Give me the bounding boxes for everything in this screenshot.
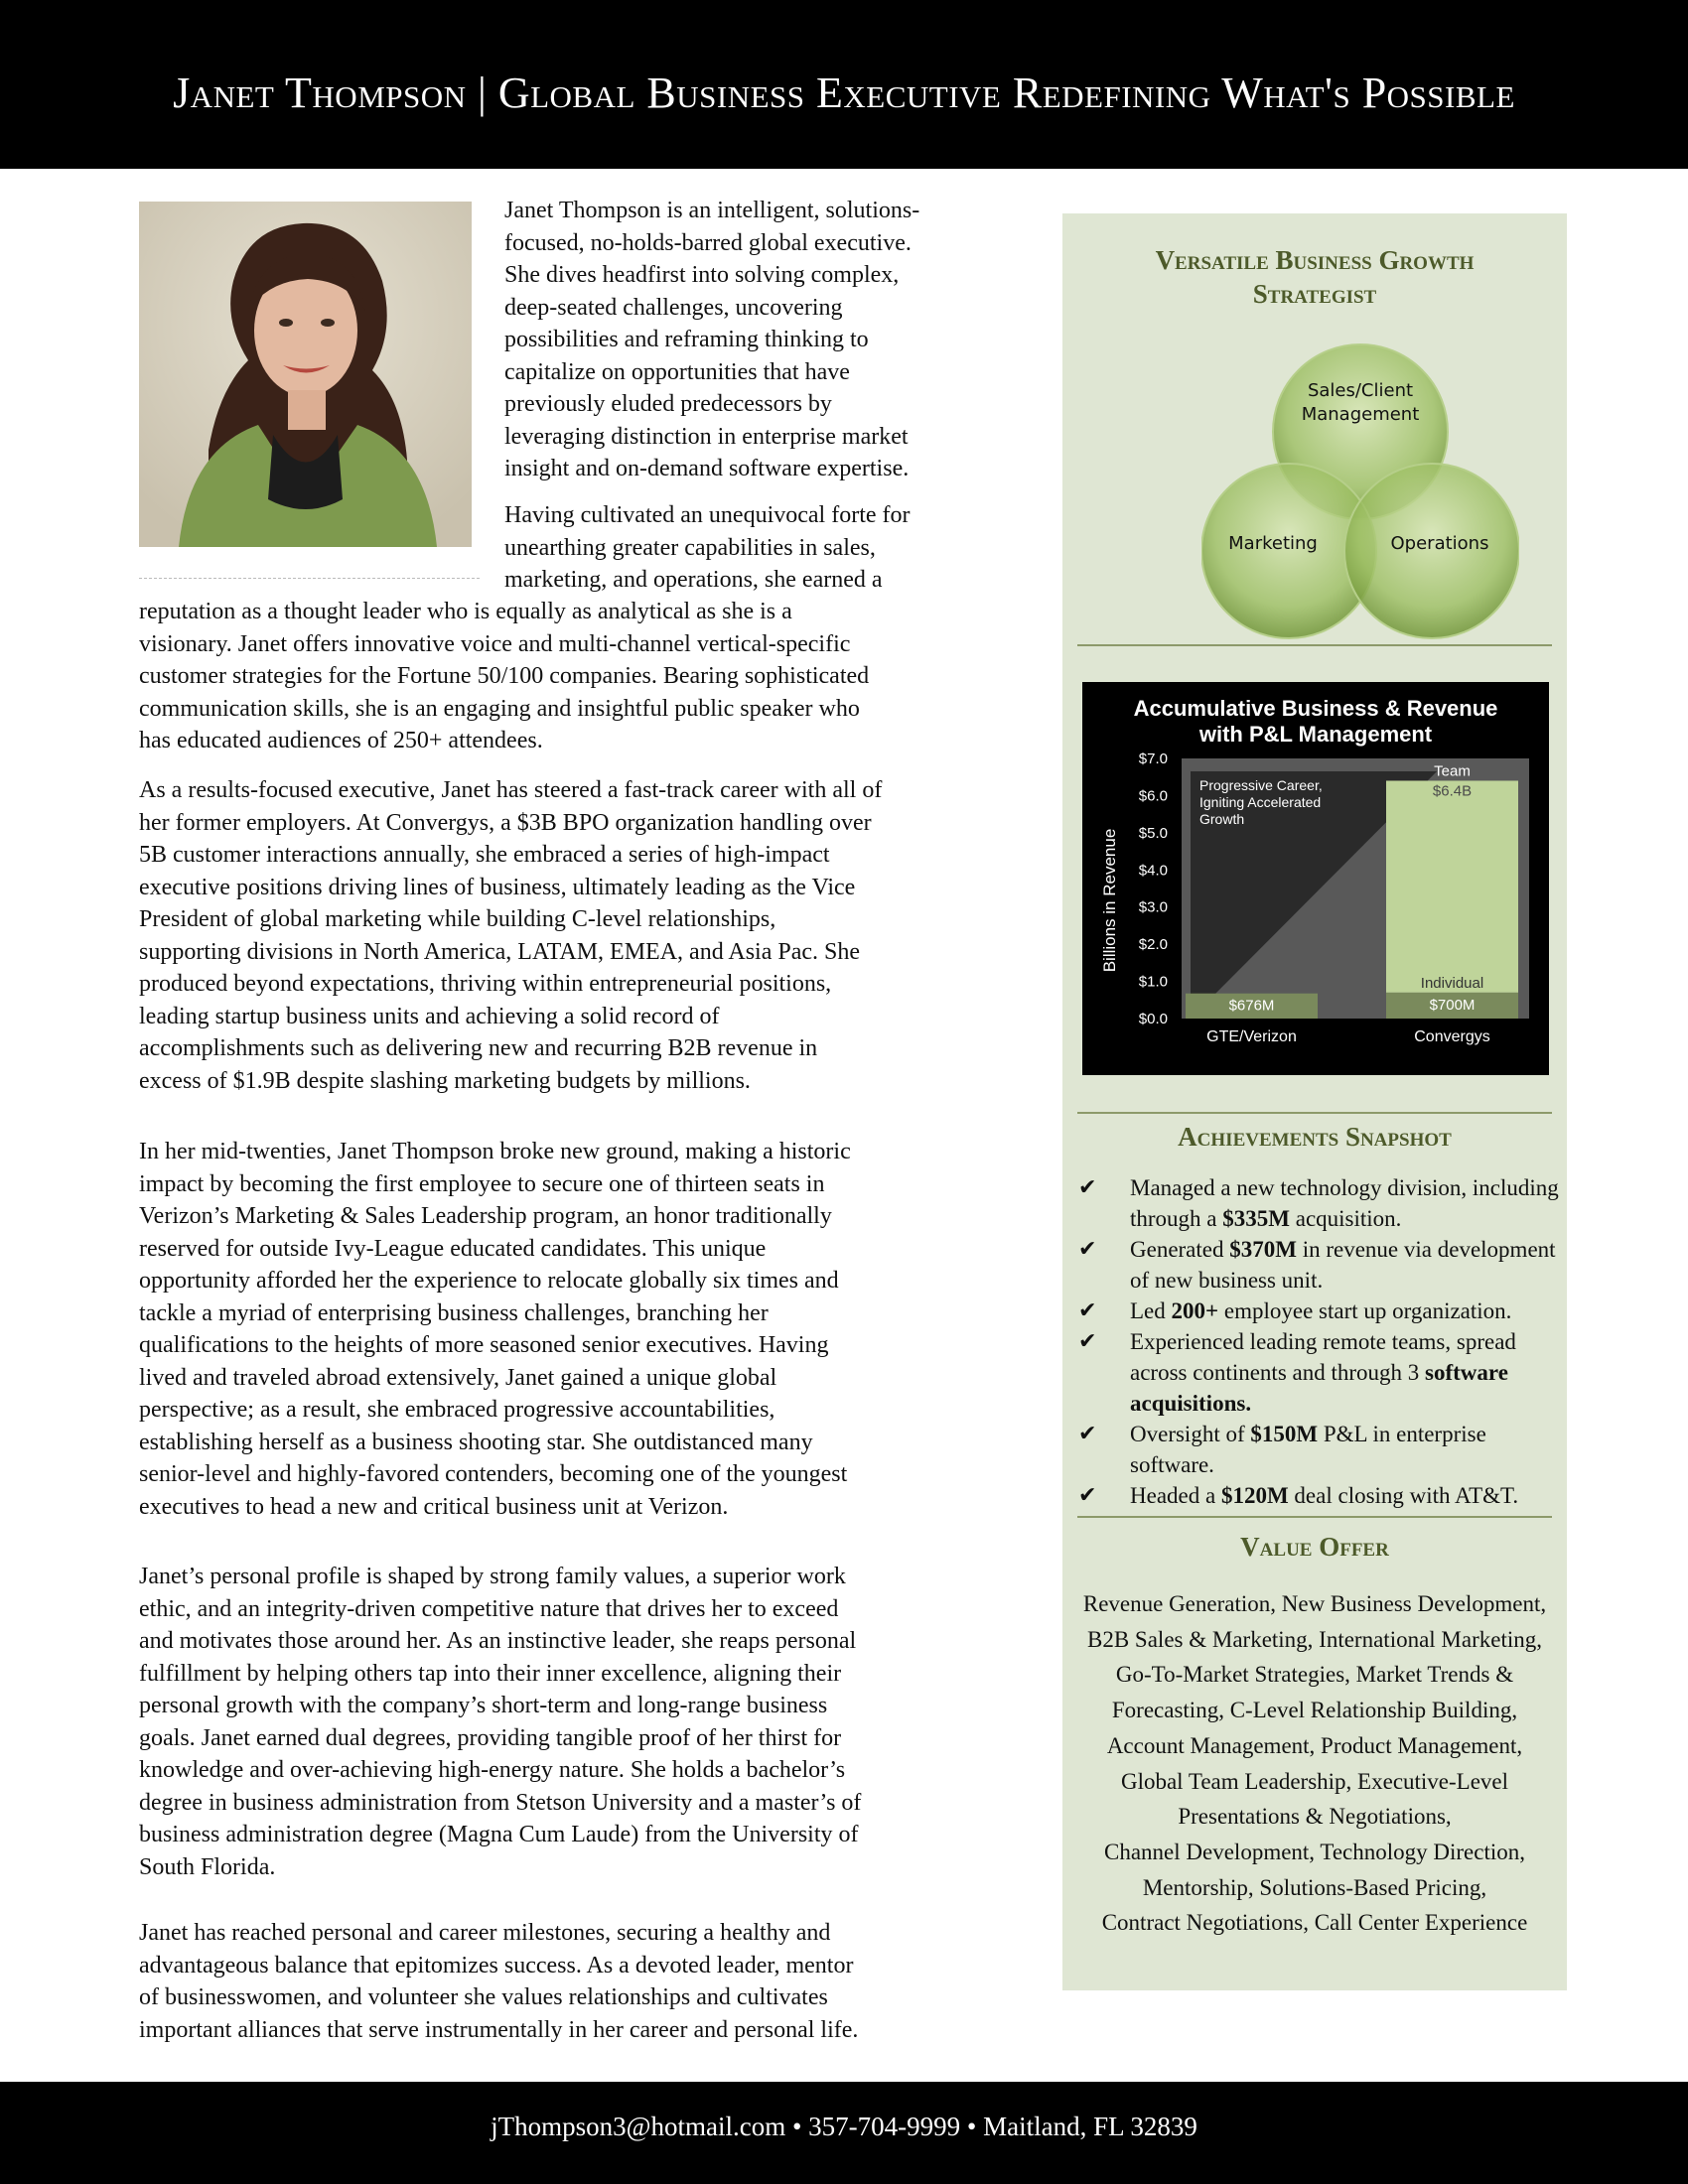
text-line: reputation as a thought leader who is equally as analytical as she is a	[139, 599, 792, 624]
text-line: Janet’s personal profile is shaped by strong family values, a superior work	[139, 1564, 846, 1589]
achievement-item	[1078, 1326, 1560, 1419]
text-line: lived and traveled abroad extensively, Janet gained a unique global	[139, 1364, 777, 1391]
paragraph-2	[139, 774, 1043, 1097]
text-line: important alliances that serve instrumentally in her career and personal life.	[139, 2016, 859, 2043]
value-line: Global Team Leadership, Executive-Level	[1120, 1768, 1509, 1794]
text-line: qualifications to the heights of more seasoned senior executives. Having	[139, 1332, 829, 1358]
text-line: executives to head a new and critical business unit at Verizon.	[139, 1493, 729, 1520]
checkmark-icon: ✔	[1078, 1175, 1097, 1200]
text-line: impact by becoming the first employee to secure one of thirteen seats in	[139, 1170, 825, 1197]
text-line: insight and on-demand software expertise.	[504, 456, 910, 481]
profile-photo	[139, 202, 472, 547]
achievement-text: acquisition.	[1289, 1206, 1402, 1231]
achievement-highlight: $335M	[1222, 1206, 1290, 1231]
y-tick-label: $5.0	[1138, 824, 1168, 842]
venn-label-sales: Sales/Client	[1307, 380, 1414, 401]
value-line: Revenue Generation, New Business Development,	[1082, 1591, 1547, 1616]
y-tick-label: $6.0	[1138, 787, 1168, 805]
achievement-item	[1078, 1234, 1560, 1296]
checkmark-icon: ✔	[1078, 1237, 1097, 1262]
y-tick-label: $2.0	[1138, 936, 1168, 954]
text-line: She dives headfirst into solving complex,	[504, 262, 900, 288]
text-line: visionary. Janet offers innovative voice and multi-channel vertical-specific	[139, 630, 851, 657]
text-line: goals. Janet earned dual degrees, providing tangible proof of her thirst for	[139, 1724, 842, 1751]
value-offer-heading: Value Offer	[1240, 1532, 1389, 1562]
text-line: South Florida.	[139, 1853, 276, 1880]
heading-line: Strategist	[1252, 279, 1377, 309]
value-offer-list	[1072, 1586, 1557, 1941]
checkmark-icon: ✔	[1078, 1483, 1097, 1508]
text-line: supporting divisions in North America, LATAM, EMEA, and Asia Pac. She	[139, 938, 861, 965]
section-divider	[1077, 1112, 1552, 1114]
contact-info: jThompson3@hotmail.com • 357-704-9999 • Maitland, FL 32839	[491, 2112, 1197, 2141]
x-tick-label: Convergys	[1414, 1028, 1490, 1045]
x-tick-label: GTE/Verizon	[1206, 1028, 1297, 1045]
value-line: Mentorship, Solutions-Based Pricing,	[1142, 1874, 1487, 1900]
achievements-list	[1078, 1172, 1560, 1511]
bar-value-label: $700M	[1429, 996, 1476, 1014]
heading-line: Versatile Business Growth	[1155, 245, 1475, 275]
text-line: executive positions driving lines of business, ultimately leading as the Vice	[139, 874, 856, 900]
achievement-item	[1078, 1419, 1560, 1480]
achievement-text: Oversight of	[1130, 1422, 1251, 1446]
paragraph-1	[504, 499, 1029, 597]
achievement-highlight: software acquisitions.	[1130, 1360, 1508, 1416]
value-line: Presentations & Negotiations,	[1178, 1804, 1452, 1830]
value-line: Account Management, Product Management,	[1106, 1732, 1523, 1758]
achievement-item	[1078, 1296, 1560, 1326]
checkmark-icon: ✔	[1078, 1422, 1097, 1446]
checkmark-icon: ✔	[1078, 1329, 1097, 1354]
text-line: previously eluded predecessors by	[504, 391, 832, 417]
checkmark-icon: ✔	[1078, 1298, 1097, 1323]
text-line: has educated audiences of 250+ attendees.	[139, 728, 543, 753]
value-line: B2B Sales & Marketing, International Marketing,	[1087, 1626, 1542, 1652]
chart-annotation-line-2: Igniting Accelerated	[1199, 794, 1322, 810]
photo-divider	[139, 578, 480, 579]
text-line: As a results-focused executive, Janet has steered a fast-track career with all of	[139, 777, 883, 803]
text-line: possibilities and reframing thinking to	[504, 327, 869, 352]
text-line: accomplishments such as delivering new and recurring B2B revenue in	[139, 1035, 818, 1061]
achievement-highlight: $120M	[1220, 1483, 1289, 1508]
venn-label-operations: Operations	[1390, 533, 1489, 554]
achievements-heading: Achievements Snapshot	[1178, 1122, 1452, 1152]
text-line: Having cultivated an unequivocal forte for	[504, 502, 911, 528]
revenue-chart	[1082, 682, 1549, 1075]
achievement-highlight: 200+	[1171, 1298, 1219, 1323]
text-line: fulfillment by helping others tap into their inner excellence, aligning their	[139, 1660, 842, 1687]
text-line: unearthing greater capabilities in sales,	[504, 534, 876, 561]
page-title: Janet Thompson | Global Business Executive Redefining What's Possible	[173, 68, 1515, 117]
text-line: senior-level and highly-favored contenders, becoming one of the youngest	[139, 1461, 848, 1487]
text-line: knowledge and over-achieving high-energy nature. She holds a bachelor’s	[139, 1757, 846, 1783]
value-line: Go-To-Market Strategies, Market Trends &	[1115, 1662, 1514, 1688]
y-tick-label: $1.0	[1138, 973, 1168, 991]
sidebar-panel	[1062, 213, 1567, 1990]
text-line: Verizon’s Marketing & Sales Leadership program, an honor traditionally	[139, 1203, 832, 1229]
text-line: of businesswomen, and volunteer she values relationships and cultivates	[139, 1984, 828, 2010]
text-line: opportunity afforded her the experience to relocate globally six times and	[139, 1268, 839, 1294]
bar-value-label: $676M	[1228, 997, 1275, 1015]
y-tick-label: $7.0	[1138, 751, 1168, 767]
paragraph-3	[139, 1136, 1043, 1523]
paragraph-1-continued	[139, 596, 1033, 757]
venn-label-marketing: Marketing	[1228, 533, 1318, 554]
text-line: focused, no-holds-barred global executive.	[504, 229, 912, 256]
text-line: communication skills, she is an engaging and insightful public speaker who	[139, 695, 860, 722]
text-line: marketing, and operations, she earned a	[504, 567, 883, 593]
achievement-text: Led	[1130, 1298, 1172, 1323]
achievement-text: P&L in enterprise software.	[1130, 1422, 1486, 1477]
achievement-text: deal closing with AT&T.	[1288, 1483, 1519, 1508]
series-label-team: Team	[1434, 762, 1471, 780]
text-line: reserved for outside Ivy-League educated candidates. This unique	[139, 1235, 767, 1262]
series-label-individual: Individual	[1420, 974, 1484, 992]
section-divider	[1077, 644, 1552, 646]
achievement-text: Generated	[1130, 1237, 1230, 1262]
strategist-heading	[1062, 243, 1567, 311]
text-line: produced beyond expectations, thriving within entrepreneurial positions,	[139, 971, 832, 997]
chart-y-axis-label: Billions in Revenue	[1100, 828, 1119, 973]
venn-label-management: Management	[1301, 404, 1420, 425]
text-line: her former employers. At Convergys, a $3B BPO organization handling over	[139, 809, 872, 836]
achievement-text: Managed a new technology division, including through a	[1130, 1175, 1559, 1231]
text-line: tackle a myriad of enterprising business challenges, branching her	[139, 1299, 769, 1326]
value-line: Forecasting, C-Level Relationship Building,	[1111, 1698, 1518, 1723]
achievement-text: employee start up organization.	[1218, 1298, 1512, 1323]
chart-title-line-2: with P&L Management	[1198, 722, 1433, 747]
text-line: President of global marketing while building C-level relationships,	[139, 906, 776, 932]
paragraph-5	[139, 1917, 1043, 2046]
chart-title-line-1: Accumulative Business & Revenue	[1133, 696, 1498, 721]
achievement-highlight: $370M	[1229, 1237, 1297, 1262]
text-line: leveraging distinction in enterprise market	[504, 423, 909, 450]
header-bar	[0, 0, 1688, 169]
value-line: Contract Negotiations, Call Center Experience	[1101, 1910, 1528, 1936]
achievement-text: Experienced leading remote teams, spread across continents and through 3	[1130, 1329, 1516, 1385]
bar-team	[1386, 780, 1518, 992]
text-line: Janet Thompson is an intelligent, solutions-	[504, 198, 920, 223]
text-line: Janet has reached personal and career milestones, securing a healthy and	[139, 1920, 831, 1946]
footer-bar	[0, 2082, 1688, 2184]
text-line: business administration degree (Magna Cum Laude) from the University of	[139, 1822, 859, 1847]
achievement-item	[1078, 1172, 1560, 1234]
text-line: personal growth with the company’s short-term and long-range business	[139, 1693, 828, 1718]
text-line: customer strategies for the Fortune 50/100 companies. Bearing sophisticated	[139, 663, 870, 689]
chart-annotation-line-1: Progressive Career,	[1199, 777, 1323, 793]
text-line: deep-seated challenges, uncovering	[504, 294, 843, 321]
y-tick-label: $4.0	[1138, 862, 1168, 880]
achievement-item	[1078, 1480, 1560, 1511]
value-line: Channel Development, Technology Direction,	[1104, 1839, 1525, 1864]
text-line: and motivates those around her. As an instinctive leader, she reaps personal	[139, 1628, 857, 1654]
venn-diagram	[1201, 342, 1519, 640]
text-line: excess of $1.9B despite slashing marketing budgets by millions.	[139, 1067, 751, 1094]
text-line: In her mid-twenties, Janet Thompson broke new ground, making a historic	[139, 1139, 851, 1164]
paragraph-4	[139, 1561, 1043, 1883]
section-divider	[1077, 1516, 1552, 1518]
text-line: perspective; as a result, she embraced progressive accountabilities,	[139, 1397, 775, 1423]
text-line: leading startup business units and achieving a solid record of	[139, 1003, 720, 1029]
achievement-highlight: $150M	[1250, 1422, 1319, 1446]
text-line: 5B customer interactions annually, she embraced a series of high-impact	[139, 842, 830, 868]
text-line: ethic, and an integrity-driven competitive nature that drives her to exceed	[139, 1595, 839, 1622]
text-line: capitalize on opportunities that have	[504, 358, 850, 385]
text-line: advantageous balance that epitomizes success. As a devoted leader, mentor	[139, 1952, 854, 1979]
chart-annotation-line-3: Growth	[1199, 811, 1245, 827]
achievement-text: in revenue via development of new business unit.	[1130, 1237, 1556, 1293]
bar-value-label: $6.4B	[1432, 782, 1473, 800]
text-line: degree in business administration from Stetson University and a master’s of	[139, 1789, 862, 1816]
achievement-text: Headed a	[1130, 1483, 1221, 1508]
y-tick-label: $3.0	[1138, 898, 1168, 916]
intro-paragraph	[504, 195, 1029, 485]
y-tick-label: $0.0	[1138, 1011, 1168, 1027]
text-line: establishing herself as a business shooting star. She outdistanced many	[139, 1429, 813, 1455]
